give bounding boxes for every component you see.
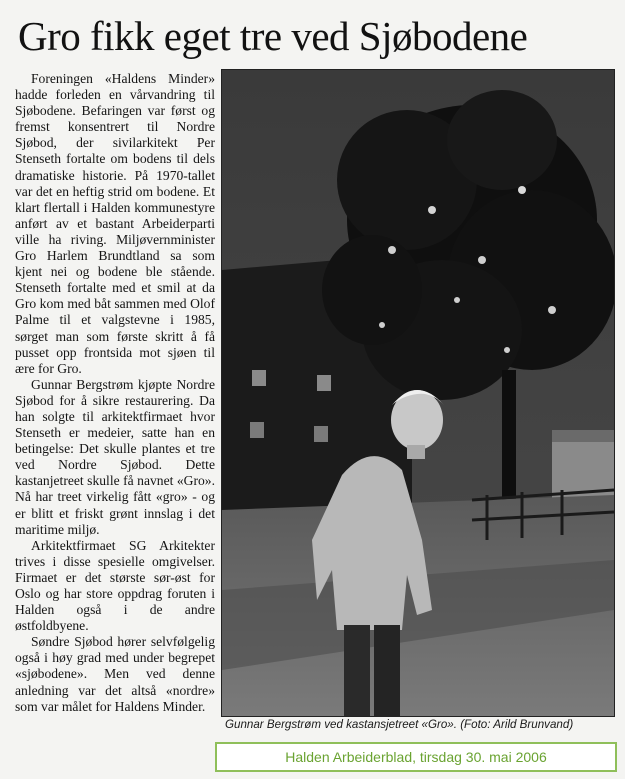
article-body — [15, 71, 215, 715]
article-paragraph-4: Søndre Sjøbod hører selvfølgelig også i høy grad med under begrepet «sjøbodene». Men ved denne anledning var det altså «nordre» som var målet for Haldens Minder. — [15, 634, 215, 714]
article-paragraph-2: Gunnar Bergstrøm kjøpte Nordre Sjøbod for å sikre restaurering. Da han solgte til arkitektfirmaet hvor Stenseth er medeier, satte han en betingelse: Det skulle plantes et tre ved Nordre Sjøbod. Dette kastanjetreet skulle få navnet «Gro». Nå har treet virkelig fått «gro» - og er blitt et friskt grønt innslag i det maritime miljø. — [15, 376, 215, 537]
source-label — [215, 742, 617, 772]
headline: Gro fikk eget tre ved Sjøbodene — [18, 13, 528, 59]
news-photo — [221, 69, 615, 717]
source-label-text: Halden Arbeiderblad, tirsdag 30. mai 2006 — [285, 749, 547, 765]
article-paragraph-1: Foreningen «Haldens Minder» hadde forleden en vårvandring til Sjøbodene. Befaringen var først og fremst konsentrert til Nordre Sjøbod, der sivilarkitekt Per Stenseth fortalte om bodens til dels dramatiske historie. På 1970-tallet var det en heftig strid om bodene. Et klart flertall i Halden kommunestyre anført av et bastant Arbeiderparti ville ha riving. Miljøvernminister Gro Harlem Brundtland sa som kjent nei og bodene ble stående. Stenseth fortalte med et smil at da Gro kom med båt sammen med Olof Palme til et valgstevne i 1985, sørget man som første skritt å få pusset opp frontsida mot sjøen til ære for Gro. — [15, 71, 215, 376]
article-paragraph-3: Arkitektfirmaet SG Arkitekter trives i disse spesielle omgivelser. Firmaet er det største sør-øst for Oslo og har store oppdrag foruten i Halden også i de andre østfoldbyene. — [15, 537, 215, 634]
photo-caption: Gunnar Bergstrøm ved kastansjetreet «Gro». (Foto: Arild Brunvand) — [225, 718, 574, 731]
